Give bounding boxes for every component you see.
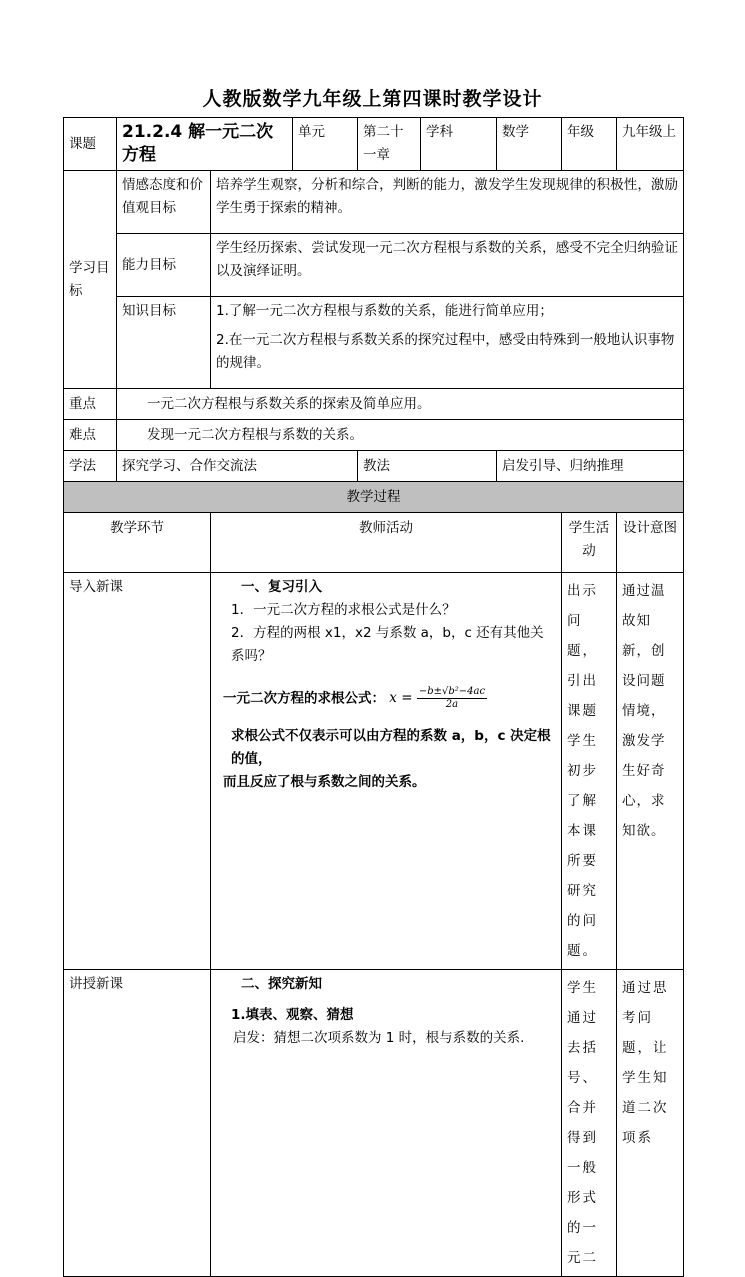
formula-line (223, 686, 556, 711)
key-point-label: 重点 (64, 389, 117, 420)
subject-value: 数学 (497, 118, 562, 171)
col-student: 学生活动 (562, 513, 617, 573)
stage-label: 讲授新课 (64, 970, 211, 1277)
formula-denominator: 2a (445, 699, 459, 710)
lesson-plan-table (63, 117, 684, 1277)
key-point-row (64, 389, 684, 420)
knowledge-line-2: 2.在一元二次方程根与系数关系的探究过程中，感受由特殊到一般地认识事物的规律。 (216, 332, 675, 371)
unit-label: 单元 (293, 118, 358, 171)
objective-label: 能力目标 (117, 234, 211, 297)
teach-method-text: 启发引导、归纳推理 (497, 451, 684, 482)
formula-lhs: x = (389, 690, 413, 706)
process-heading: 教学过程 (64, 482, 684, 513)
document-title: 人教版数学九年级上第四课时教学设计 (202, 88, 543, 110)
student-activity: 学生通过去括号、合并得到一般形式的一元二 (562, 970, 617, 1277)
objective-text: 培养学生观察，分析和综合，判断的能力，激发学生发现规律的积极性，激励学生勇于探索的精神。 (211, 171, 684, 234)
difficulty-label: 难点 (64, 420, 117, 451)
section-heading: 一、复习引入 (241, 579, 322, 595)
teach-method-label: 教法 (358, 451, 497, 482)
objective-label: 情感态度和价值观目标 (117, 171, 211, 234)
objective-text (211, 297, 684, 389)
methods-row (64, 451, 684, 482)
formula-note-2: 而且反应了根与系数之间的关系。 (223, 774, 426, 790)
process-columns-row (64, 513, 684, 573)
process-row-new (64, 970, 684, 1277)
col-teacher: 教师活动 (211, 513, 562, 573)
formula-numerator: −b±√b²−4ac (418, 686, 486, 697)
teacher-activity (211, 970, 562, 1277)
learn-method-text: 探究学习、合作交流法 (117, 451, 358, 482)
header-row (64, 118, 684, 171)
question-1: 1．一元二次方程的求根公式是什么？ (231, 602, 456, 618)
stage-label: 导入新课 (64, 573, 211, 970)
unit-value: 第二十一章 (358, 118, 421, 171)
question-2: 2．方程的两根 x1，x2 与系数 a，b，c 还有其他关系吗？ (231, 625, 544, 664)
knowledge-line-1: 1.了解一元二次方程根与系数的关系，能进行简单应用； (216, 303, 553, 319)
design-intent: 通过温故知新，创设问题情境，激发学生好奇心，求知欲。 (617, 573, 684, 970)
subsection-heading: 1.填表、观察、猜想 (231, 1007, 354, 1023)
formula-label: 一元二次方程的求根公式： (223, 690, 385, 707)
formula-note-1: 求根公式不仅表示可以由方程的系数 a，b，c 决定根的值， (231, 728, 551, 767)
process-row-intro (64, 573, 684, 970)
objective-row-knowledge (64, 297, 684, 389)
topic-label: 课题 (64, 118, 117, 171)
teacher-activity (211, 573, 562, 970)
objectives-label: 学习目标 (64, 171, 117, 389)
topic-value: 21.2.4 解一元二次方程 (117, 118, 293, 171)
col-intent: 设计意图 (617, 513, 684, 573)
process-heading-row (64, 482, 684, 513)
subject-label: 学科 (421, 118, 497, 171)
section-heading: 二、探究新知 (241, 976, 322, 992)
grade-label: 年级 (562, 118, 617, 171)
col-stage: 教学环节 (64, 513, 211, 573)
objective-text: 学生经历探索、尝试发现一元二次方程根与系数的关系，感受不完全归纳验证以及演绎证明。 (211, 234, 684, 297)
difficulty-row (64, 420, 684, 451)
student-activity: 出示问题，引出课题学生初步了解本课所要研究的问题。 (562, 573, 617, 970)
grade-value: 九年级上 (617, 118, 684, 171)
learn-method-label: 学法 (64, 451, 117, 482)
hint-text: 启发：猜想二次项系数为 1 时，根与系数的关系. (233, 1030, 525, 1046)
design-intent: 通过思考问题，让学生知道二次项系 (617, 970, 684, 1277)
key-point-text: 一元二次方程根与系数关系的探索及简单应用。 (117, 389, 684, 420)
difficulty-text: 发现一元二次方程根与系数的关系。 (117, 420, 684, 451)
objective-row-affective (64, 171, 684, 234)
objective-label: 知识目标 (117, 297, 211, 389)
objective-row-ability (64, 234, 684, 297)
quadratic-formula-fraction (417, 686, 487, 711)
